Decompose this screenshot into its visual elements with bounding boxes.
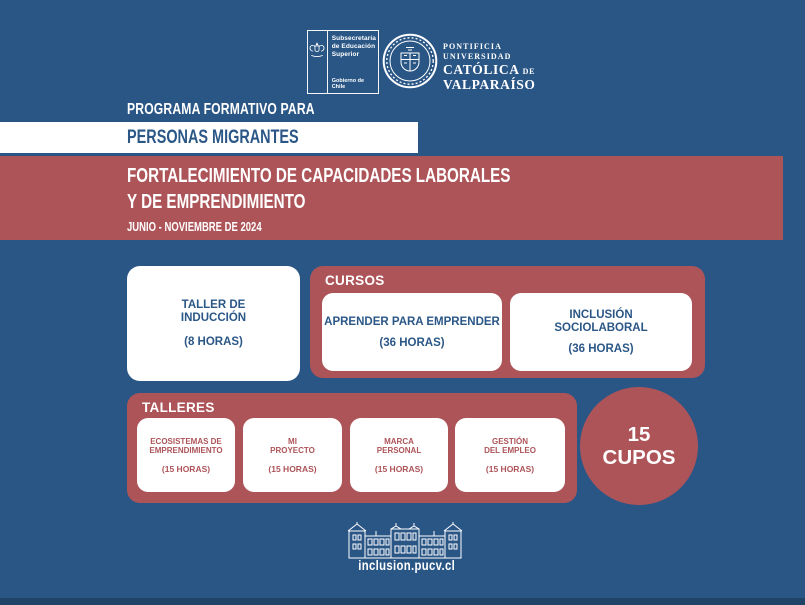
taller-card-gestion-empleo xyxy=(455,418,565,492)
induction-title-line2: INDUCCIÓN xyxy=(180,312,247,324)
taller-card-marca-personal xyxy=(350,418,448,492)
cupos-number: 15 xyxy=(627,423,651,446)
cursos-panel-title: CURSOS xyxy=(325,273,385,288)
cursos-panel xyxy=(310,266,705,378)
taller-marca-personal-line2: PERSONAL xyxy=(376,446,422,455)
gov-logo-line2: de Educación xyxy=(331,43,376,50)
pucv-wordmark-line1: PONTIFICIA xyxy=(443,42,503,51)
taller-card-ecosistemas xyxy=(137,418,235,492)
taller-ecosistemas-hours: (15 HORAS) xyxy=(161,463,211,474)
audience-banner xyxy=(0,122,418,153)
pucv-building-icon xyxy=(346,522,464,559)
audience-title: PERSONAS MIGRANTES xyxy=(127,127,299,148)
taller-gestion-empleo-hours: (15 HORAS) xyxy=(485,463,535,474)
program-dates: JUNIO - NOVIEMBRE DE 2024 xyxy=(127,220,262,234)
induction-card-hours: (8 HORAS) xyxy=(184,336,243,348)
talleres-panel-title: TALLERES xyxy=(142,400,215,415)
induction-title-line1: TALLER DE xyxy=(181,299,246,311)
gobierno-de-chile-logo xyxy=(307,30,379,94)
curso-card-inclusion xyxy=(510,293,692,371)
taller-ecosistemas-line1: ECOSISTEMAS DE xyxy=(150,436,222,446)
taller-mi-proyecto-line2: PROYECTO xyxy=(270,446,315,455)
website-url xyxy=(300,558,514,573)
curso-inclusion-title xyxy=(554,309,647,335)
chile-coat-of-arms-icon xyxy=(308,31,328,93)
program-title-line2: Y DE EMPRENDIMIENTO xyxy=(127,191,306,213)
talleres-panel xyxy=(127,393,577,503)
pucv-wordmark xyxy=(443,42,536,92)
curso-aprender-title: APRENDER PARA EMPRENDER xyxy=(324,315,500,328)
curso-card-aprender xyxy=(322,293,502,371)
pucv-wordmark-line3 xyxy=(443,62,536,77)
pucv-wordmark-de: DE xyxy=(522,67,536,76)
pucv-seal-icon xyxy=(382,33,438,89)
induction-card-title xyxy=(181,299,246,325)
cupos-badge xyxy=(580,387,698,505)
title-banner xyxy=(0,156,783,240)
taller-mi-proyecto-hours: (15 HORAS) xyxy=(268,463,317,474)
taller-gestion-empleo-title xyxy=(484,437,536,456)
taller-marca-personal-line1: MARCA xyxy=(384,436,414,446)
pucv-wordmark-line2: UNIVERSIDAD xyxy=(443,52,512,61)
curso-inclusion-title-line2: SOCIOLABORAL xyxy=(554,322,648,334)
taller-ecosistemas-line2: EMPRENDIMIENTO xyxy=(149,446,223,455)
curso-aprender-hours: (36 HORAS) xyxy=(379,336,445,349)
gov-logo-footer: Gobierno de Chile xyxy=(331,78,365,90)
program-title-line1: FORTALECIMIENTO DE CAPACIDADES LABORALES xyxy=(127,165,511,187)
pucv-wordmark-line4: VALPARAÍSO xyxy=(443,77,536,92)
taller-ecosistemas-title xyxy=(149,437,222,456)
induction-card xyxy=(127,266,300,381)
taller-marca-personal-hours: (15 HORAS) xyxy=(374,463,424,474)
taller-gestion-empleo-line1: GESTIÓN xyxy=(491,436,528,446)
gov-logo-line1: Subsecretaría xyxy=(331,35,376,42)
bottom-strip xyxy=(0,598,805,605)
cupos-label: CUPOS xyxy=(602,446,676,469)
pucv-wordmark-catolica: CATÓLICA xyxy=(443,62,520,77)
taller-mi-proyecto-title xyxy=(270,437,315,456)
taller-card-mi-proyecto xyxy=(243,418,342,492)
taller-gestion-empleo-line2: DEL EMPLEO xyxy=(484,446,536,455)
gov-logo-text xyxy=(328,31,378,93)
gov-logo-line3: Superior xyxy=(331,51,360,58)
website-url-text: inclusion.pucv.cl xyxy=(358,558,456,573)
curso-inclusion-hours: (36 HORAS) xyxy=(568,343,634,355)
curso-inclusion-title-line1: INCLUSIÓN xyxy=(569,309,633,321)
taller-mi-proyecto-line1: MI xyxy=(288,436,297,446)
taller-marca-personal-title xyxy=(377,437,421,456)
program-kicker: PROGRAMA FORMATIVO PARA xyxy=(127,101,315,118)
